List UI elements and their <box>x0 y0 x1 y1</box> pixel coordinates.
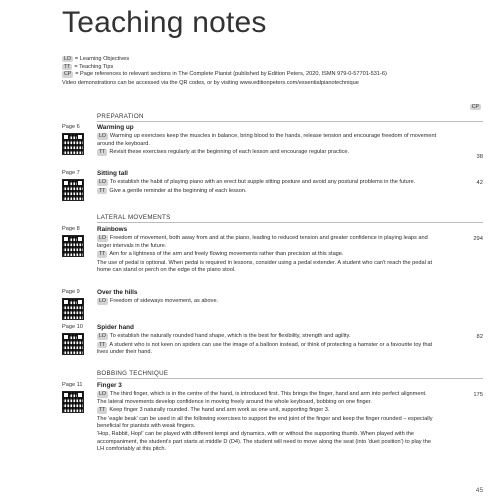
page-ref: Page 9 <box>62 289 80 295</box>
qr-code[interactable] <box>62 391 84 413</box>
tt-tag: TT <box>99 149 106 156</box>
qr-code[interactable] <box>62 333 84 355</box>
tt-paragraph <box>97 251 437 258</box>
section-heading-bobbing: BOBBING TECHNIQUE <box>97 370 169 377</box>
tt-paragraph <box>97 342 437 357</box>
page-ref: Page 8 <box>62 226 80 232</box>
page-title: Teaching notes <box>62 6 267 39</box>
lo-paragraph <box>97 333 437 340</box>
entry-title: Sitting tall <box>97 170 128 177</box>
lo-paragraph <box>97 391 437 406</box>
para-text: A student who is not keen on spiders can use the image of a balloon instead, or think of protecting a hamster or a favourite toy that lives under their hand. <box>97 341 433 356</box>
lo-paragraph <box>97 133 437 148</box>
tt-tag: TT <box>64 63 71 70</box>
cp-column-header: CP <box>471 104 479 110</box>
page-number: 45 <box>475 487 483 494</box>
cp-tag: CP <box>64 71 72 78</box>
lo-tag: LO <box>99 333 106 340</box>
tt-paragraph <box>97 407 437 414</box>
tt-paragraph <box>97 149 437 156</box>
video-note: Video demonstrations can be accessed via the QR codes, or by visiting www.editionpeters.com/essentialpianotechnique <box>62 79 359 86</box>
cp-page-number: 82 <box>476 334 483 340</box>
lo-paragraph <box>97 298 437 305</box>
tt-paragraph <box>97 188 437 195</box>
note-paragraph: The 'eagle beak' can be used in all the following exercises to support the end joint of the finger and keep the finger rounded – especially beneficial for pianists with weak fingers. <box>97 415 433 430</box>
para-text: Warming up exercises keep the muscles in balance, bring blood to the hands, release tension and encourage freedom of movement around the keyboard. <box>97 133 437 147</box>
legend-row-tt <box>62 64 482 72</box>
page-ref: Page 10 <box>62 324 83 330</box>
qr-code[interactable] <box>62 133 84 155</box>
note-paragraph: The use of pedal is optional. When pedal is required in lessons, consider using a pedal extender. A student who can't reach the pedal at home can stand or perch on the edge of the piano stool. <box>97 259 433 274</box>
para-text: Keep finger 3 naturally rounded. The hand and arm work as one unit, supporting finger 3. <box>109 407 330 414</box>
para-text: Freedom of sideways movement, as above. <box>109 298 219 305</box>
page-ref: Page 7 <box>62 170 80 176</box>
para-text: Freedom of movement, both away from and at the piano, leading to reduced tension and greater confidence in playing leaps and larger intervals in the future. <box>97 235 428 249</box>
qr-code[interactable] <box>62 179 84 201</box>
tt-tag: TT <box>99 251 106 258</box>
section-heading-preparation: PREPARATION <box>97 113 144 120</box>
para-text: Give a gentle reminder at the beginning of each lesson. <box>109 187 247 194</box>
cp-page-number: 294 <box>473 236 483 242</box>
legend-text: = Learning Objectives <box>74 56 130 62</box>
qr-code[interactable] <box>62 298 84 320</box>
entry-body <box>97 124 437 158</box>
section-divider <box>97 222 483 223</box>
tt-tag: TT <box>99 407 106 414</box>
page-ref: Page 6 <box>62 124 80 130</box>
legend-text: = Teaching Tips <box>74 63 114 70</box>
cp-page-number: 38 <box>476 154 483 160</box>
cp-page-number: 42 <box>476 180 483 186</box>
entry-body <box>97 170 437 196</box>
lo-tag: LO <box>99 235 106 242</box>
entry-body <box>97 226 437 275</box>
para-text: The third finger, which is in the centre of the hand, is introduced first. This brings the finger, hand and arm into perfect alignment. The lateral movements develop confidence in moving freely around the whole keyboard, bobbing on one finger. <box>97 391 427 405</box>
tt-tag: TT <box>99 341 106 348</box>
lo-paragraph <box>97 179 437 186</box>
lo-tag: LO <box>99 133 106 140</box>
lo-tag: LO <box>99 391 106 398</box>
legend-row-lo <box>62 56 482 64</box>
section-divider <box>97 378 483 379</box>
para-text: To establish the naturally rounded hand shape, which is the best for flexibility, strength and agility. <box>109 333 351 340</box>
entry-title: Spider hand <box>97 324 134 331</box>
lo-tag: LO <box>99 298 106 305</box>
entry-title: Warming up <box>97 124 134 131</box>
lo-paragraph <box>97 235 437 250</box>
entry-title: Rainbows <box>97 226 128 233</box>
page-ref: Page 11 <box>62 382 83 388</box>
lo-tag: LO <box>99 179 106 186</box>
entry-title: Finger 3 <box>97 382 122 389</box>
para-text: Aim for a lightness of the arm and freely flowing movements rather than precision at this stage. <box>109 251 344 258</box>
lo-tag: LO <box>64 56 71 62</box>
legend-text: = Page references to relevant sections in The Complete Pianist (published by Edition Peters, 2020, ISMN 979-0-57701-531-6) <box>75 71 387 78</box>
cp-page-number: 175 <box>473 392 483 398</box>
entry-body <box>97 324 437 358</box>
section-divider <box>97 121 483 122</box>
legend-row-cp <box>62 71 482 79</box>
note-paragraph: 'Hop, Rabbit, Hop!' can be played with different tempi and dynamics, with or without the supporting thumb. When played with the accompaniment, the student's part starts at middle D (D4). The student will need to move along the seat (into 'duet position') to play the LH comfortably at this pitch. <box>97 431 431 453</box>
section-heading-lateral: LATERAL MOVEMENTS <box>97 214 171 221</box>
entry-body <box>97 382 437 455</box>
qr-code[interactable] <box>62 235 84 257</box>
para-text: To establish the habit of playing piano with an erect but supple sitting posture and avoid any postural problems in the future. <box>109 179 416 186</box>
para-text: Revisit these exercises regularly at the beginning of each lesson and encourage regular practice. <box>109 149 350 156</box>
entry-title: Over the hills <box>97 289 138 296</box>
tt-tag: TT <box>99 187 106 194</box>
legend <box>62 56 482 87</box>
entry-body <box>97 289 437 307</box>
